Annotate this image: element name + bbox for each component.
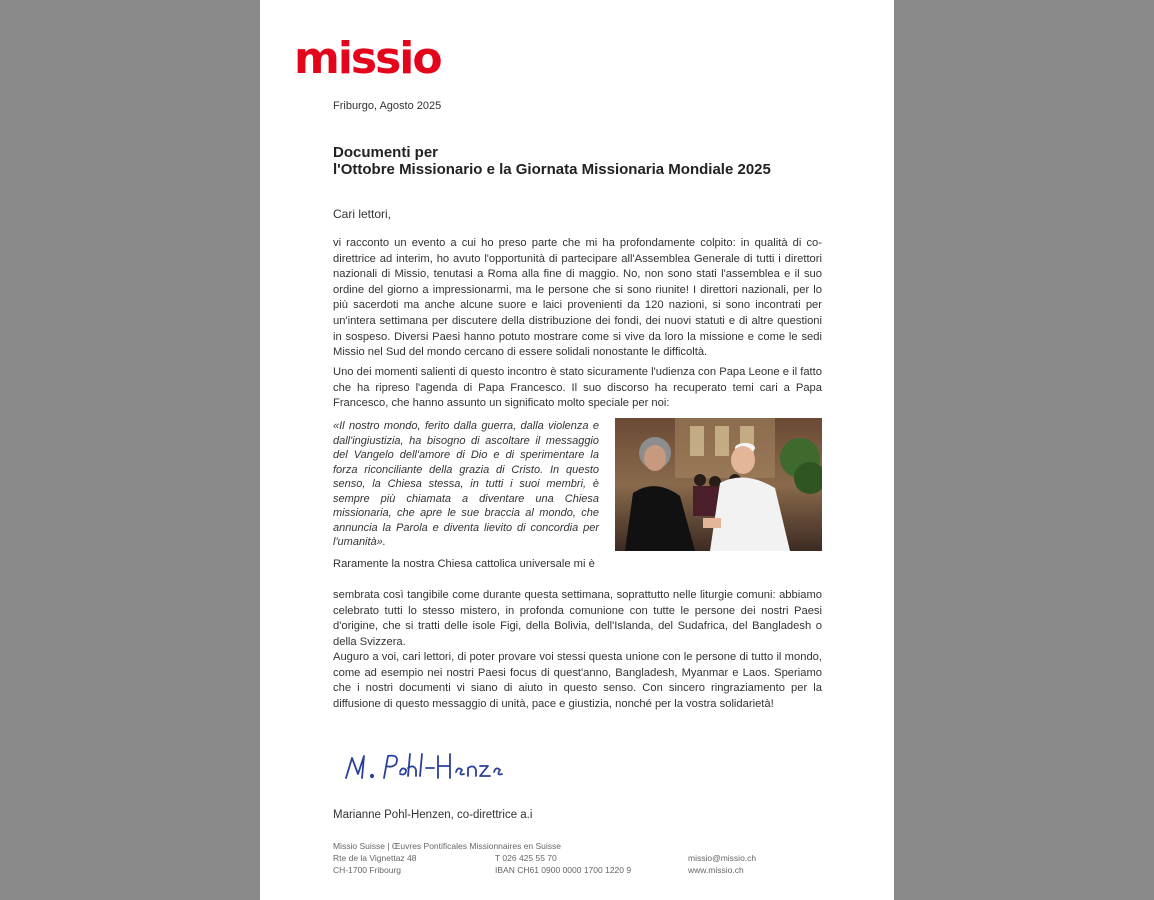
title-line-2: l'Ottobre Missionario e la Giornata Missionaria Mondiale 2025 (333, 161, 771, 178)
footer-email[interactable]: missio@missio.ch (688, 853, 757, 863)
paragraph-3: sembrata così tangibile come durante questa settimana, soprattutto nelle liturgie comuni: abbiamo celebrato tutti lo stesso mistero, in profonda comunione con tutte le persone dei nostri Paesi d'origine, che si tratti delle isole Figi, della Bolivia, dell'Islanda, del Sudafrica, del Bangladesh o della Svizzera. (333, 589, 822, 648)
footer-col-3 (688, 852, 756, 876)
footer-phone: T 026 425 55 70 (495, 853, 557, 863)
letter-title (333, 144, 853, 178)
paragraph-4: Auguro a voi, cari lettori, di poter provare voi stessi questa unione con le persone di tutto il mondo, come ad esempio nei nostri Paesi focus di quest'anno, Bangladesh, Myanmar e Laos. Speriamo che i nostri documenti vi siano di aiuto in questo senso. Con sincero ringraziamento per la diffusione di questo messaggio di unità, pace e giustizia, nonché per la vostra solidarietà! (333, 651, 822, 710)
missio-logo: missio (294, 33, 441, 84)
signer-name: Marianne Pohl-Henzen, co-direttrice a.i (333, 809, 533, 821)
footer-web[interactable]: www.missio.ch (688, 865, 744, 875)
audience-photo (615, 418, 822, 551)
pope-quote: «Il nostro mondo, ferito dalla guerra, dalla violenza e dall'ingiustizia, ha bisogno di ascoltare il messaggio del Vangelo dell'amore di Dio e di sperimentare la forza riconciliante della grazia di Cristo. In questo senso, la Chiesa stessa, in tutti i suoi membri, è sempre più chiamata a diventare una Chiesa missionaria, che apre le sue braccia al mondo, che annuncia la Parola e diventa lievito di concordia per l'umanità». (333, 420, 599, 548)
handwritten-signature (340, 748, 510, 793)
footer-address-1: Rte de la Vignettaz 48 (333, 853, 417, 863)
footer-org: Missio Suisse | Œuvres Pontificales Missionnaires en Suisse (333, 841, 562, 851)
paragraph-3-start: Raramente la nostra Chiesa cattolica universale mi è (333, 558, 595, 570)
paragraph-1: vi racconto un evento a cui ho preso parte che mi ha profondamente colpito: in qualità di co-direttrice ad interim, ho avuto l'opportunità di partecipare all'Assemblea Generale di tutti i direttori nazionali di Missio, tenutasi a Roma alla fine di maggio. No, non sono stati l'assemblea e il suo ordine del giorno a impressionarmi, ma le persone che si sono riunite! I direttori nazionali, per lo più sacerdoti ma anche alcune suore e laici provenienti da 120 nazioni, si sono incontrati per un'intera settimana per discutere della distribuzione dei fondi, dei nuovi statuti e di altre questioni in sospeso. Diversi Paesi hanno potuto mostrare come si vive da loro la missione e come le sedi Missio nel Sud del mondo cercano di essere solidali nonostante le difficoltà. (333, 237, 822, 359)
audience-photo-image (615, 418, 822, 551)
footer-address-2: CH-1700 Fribourg (333, 865, 402, 875)
greeting: Cari lettori, (333, 207, 392, 221)
title-line-1: Documenti per (333, 144, 439, 161)
letter-page (260, 0, 894, 900)
footer-iban: IBAN CH61 0900 0000 1700 1220 9 (495, 865, 632, 875)
footer-col-2 (495, 852, 631, 876)
letter-date: Friburgo, Agosto 2025 (333, 100, 442, 112)
signature-image (340, 748, 510, 788)
paragraph-2: Uno dei momenti salienti di questo incontro è stato sicuramente l'udienza con Papa Leone e il fatto che ha ripreso l'agenda di Papa Francesco. Il suo discorso ha recuperato temi cari a Papa Francesco, che hanno assunto un significato molto speciale per noi: (333, 366, 822, 410)
